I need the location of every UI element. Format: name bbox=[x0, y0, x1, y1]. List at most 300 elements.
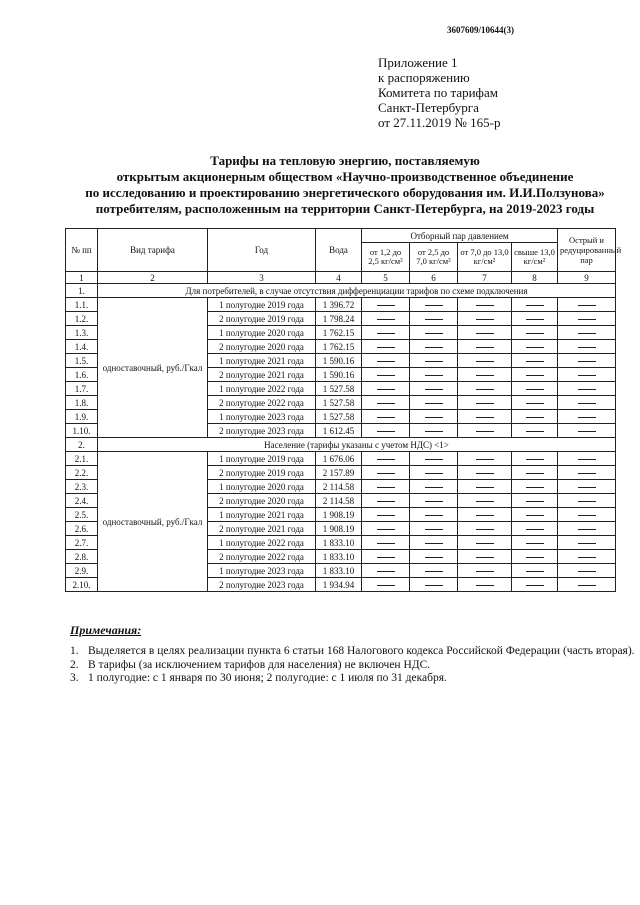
empty-dash-cell bbox=[362, 340, 410, 354]
row-number: 1.9. bbox=[66, 410, 98, 424]
header-steam-1: от 1,2 до 2,5 кг/см² bbox=[362, 243, 410, 272]
empty-dash-cell bbox=[362, 550, 410, 564]
dash-mark bbox=[377, 417, 395, 418]
dash-mark bbox=[526, 347, 544, 348]
dash-mark bbox=[377, 375, 395, 376]
empty-dash-cell bbox=[512, 564, 558, 578]
column-number: 8 bbox=[512, 272, 558, 284]
section-label: Для потребителей, в случае отсутствия дифференциации тарифов по схеме подключения bbox=[98, 284, 616, 298]
dash-mark bbox=[377, 431, 395, 432]
empty-dash-cell bbox=[458, 536, 512, 550]
column-number: 4 bbox=[316, 272, 362, 284]
dash-mark bbox=[526, 389, 544, 390]
dash-mark bbox=[476, 571, 494, 572]
empty-dash-cell bbox=[362, 494, 410, 508]
note-item bbox=[70, 659, 635, 673]
header-num: № пп bbox=[66, 229, 98, 272]
dash-mark bbox=[526, 543, 544, 544]
note-item bbox=[70, 672, 635, 686]
dash-mark bbox=[476, 501, 494, 502]
water-tariff-cell: 1 762.15 bbox=[316, 326, 362, 340]
water-tariff-cell: 1 590.16 bbox=[316, 368, 362, 382]
empty-dash-cell bbox=[362, 522, 410, 536]
dash-mark bbox=[526, 319, 544, 320]
column-number: 7 bbox=[458, 272, 512, 284]
empty-dash-cell bbox=[458, 354, 512, 368]
dash-mark bbox=[526, 529, 544, 530]
empty-dash-cell bbox=[410, 578, 458, 592]
empty-dash-cell bbox=[362, 466, 410, 480]
water-tariff-cell: 2 114.58 bbox=[316, 494, 362, 508]
note-text: Выделяется в целях реализации пункта 6 статьи 168 Налогового кодекса Российской Федерации (часть вторая). bbox=[88, 645, 635, 657]
appendix-line: Приложение 1 bbox=[378, 55, 458, 70]
empty-dash-cell bbox=[558, 340, 616, 354]
dash-mark bbox=[578, 347, 596, 348]
empty-dash-cell bbox=[362, 312, 410, 326]
document-number: 3607609/10644(3) bbox=[447, 25, 514, 35]
row-number: 1.1. bbox=[66, 298, 98, 312]
empty-dash-cell bbox=[558, 508, 616, 522]
dash-mark bbox=[476, 585, 494, 586]
dash-mark bbox=[425, 543, 443, 544]
empty-dash-cell bbox=[512, 466, 558, 480]
row-number: 1.8. bbox=[66, 396, 98, 410]
empty-dash-cell bbox=[558, 326, 616, 340]
empty-dash-cell bbox=[410, 340, 458, 354]
column-number: 5 bbox=[362, 272, 410, 284]
dash-mark bbox=[476, 305, 494, 306]
empty-dash-cell bbox=[512, 508, 558, 522]
dash-mark bbox=[377, 459, 395, 460]
empty-dash-cell bbox=[458, 508, 512, 522]
empty-dash-cell bbox=[362, 564, 410, 578]
dash-mark bbox=[377, 347, 395, 348]
row-number: 2.10. bbox=[66, 578, 98, 592]
empty-dash-cell bbox=[512, 354, 558, 368]
water-tariff-cell: 2 114.58 bbox=[316, 480, 362, 494]
period-cell: 1 полугодие 2023 года bbox=[208, 410, 316, 424]
water-tariff-cell: 1 676.06 bbox=[316, 452, 362, 466]
empty-dash-cell bbox=[512, 312, 558, 326]
empty-dash-cell bbox=[558, 578, 616, 592]
dash-mark bbox=[425, 403, 443, 404]
empty-dash-cell bbox=[558, 522, 616, 536]
dash-mark bbox=[476, 543, 494, 544]
dash-mark bbox=[578, 333, 596, 334]
period-cell: 1 полугодие 2023 года bbox=[208, 564, 316, 578]
row-number: 1.7. bbox=[66, 382, 98, 396]
water-tariff-cell: 1 934.94 bbox=[316, 578, 362, 592]
notes-title: Примечания: bbox=[70, 623, 142, 637]
dash-mark bbox=[425, 529, 443, 530]
column-number: 6 bbox=[410, 272, 458, 284]
empty-dash-cell bbox=[410, 396, 458, 410]
empty-dash-cell bbox=[458, 564, 512, 578]
note-text: 1 полугодие: с 1 января по 30 июня; 2 полугодие: с 1 июля по 31 декабря. bbox=[88, 672, 447, 684]
section-row bbox=[66, 284, 616, 298]
dash-mark bbox=[476, 459, 494, 460]
empty-dash-cell bbox=[558, 298, 616, 312]
dash-mark bbox=[377, 501, 395, 502]
dash-mark bbox=[377, 585, 395, 586]
period-cell: 2 полугодие 2022 года bbox=[208, 396, 316, 410]
empty-dash-cell bbox=[558, 536, 616, 550]
dash-mark bbox=[476, 361, 494, 362]
dash-mark bbox=[425, 333, 443, 334]
section-label: Население (тарифы указаны с учетом НДС) <1> bbox=[98, 438, 616, 452]
dash-mark bbox=[526, 403, 544, 404]
empty-dash-cell bbox=[458, 452, 512, 466]
note-text: В тарифы (за исключением тарифов для населения) не включен НДС. bbox=[88, 658, 431, 671]
period-cell: 2 полугодие 2023 года bbox=[208, 578, 316, 592]
dash-mark bbox=[526, 501, 544, 502]
header-tariff-type: Вид тарифа bbox=[98, 229, 208, 272]
dash-mark bbox=[377, 305, 395, 306]
empty-dash-cell bbox=[362, 480, 410, 494]
period-cell: 2 полугодие 2022 года bbox=[208, 550, 316, 564]
dash-mark bbox=[526, 431, 544, 432]
empty-dash-cell bbox=[558, 382, 616, 396]
column-number: 3 bbox=[208, 272, 316, 284]
note-number: 3. bbox=[70, 672, 79, 684]
empty-dash-cell bbox=[512, 522, 558, 536]
empty-dash-cell bbox=[458, 578, 512, 592]
empty-dash-cell bbox=[558, 312, 616, 326]
period-cell: 1 полугодие 2019 года bbox=[208, 298, 316, 312]
row-number: 2.7. bbox=[66, 536, 98, 550]
water-tariff-cell: 1 527.58 bbox=[316, 396, 362, 410]
appendix-line: к распоряжению bbox=[378, 70, 470, 85]
empty-dash-cell bbox=[362, 326, 410, 340]
dash-mark bbox=[425, 305, 443, 306]
dash-mark bbox=[578, 459, 596, 460]
dash-mark bbox=[377, 403, 395, 404]
dash-mark bbox=[377, 473, 395, 474]
dash-mark bbox=[425, 375, 443, 376]
empty-dash-cell bbox=[362, 578, 410, 592]
dash-mark bbox=[526, 473, 544, 474]
row-number: 1.10. bbox=[66, 424, 98, 438]
water-tariff-cell: 1 798.24 bbox=[316, 312, 362, 326]
row-number: 2.3. bbox=[66, 480, 98, 494]
empty-dash-cell bbox=[410, 312, 458, 326]
empty-dash-cell bbox=[458, 326, 512, 340]
dash-mark bbox=[578, 417, 596, 418]
dash-mark bbox=[476, 529, 494, 530]
row-number: 1.4. bbox=[66, 340, 98, 354]
period-cell: 1 полугодие 2020 года bbox=[208, 480, 316, 494]
empty-dash-cell bbox=[458, 382, 512, 396]
empty-dash-cell bbox=[512, 326, 558, 340]
period-cell: 2 полугодие 2019 года bbox=[208, 466, 316, 480]
column-number: 1 bbox=[66, 272, 98, 284]
empty-dash-cell bbox=[558, 564, 616, 578]
empty-dash-cell bbox=[362, 298, 410, 312]
empty-dash-cell bbox=[410, 298, 458, 312]
row-number: 1.5. bbox=[66, 354, 98, 368]
empty-dash-cell bbox=[512, 480, 558, 494]
empty-dash-cell bbox=[410, 564, 458, 578]
empty-dash-cell bbox=[410, 368, 458, 382]
empty-dash-cell bbox=[458, 396, 512, 410]
dash-mark bbox=[377, 529, 395, 530]
empty-dash-cell bbox=[410, 326, 458, 340]
dash-mark bbox=[526, 333, 544, 334]
column-numbers-row bbox=[66, 272, 616, 284]
empty-dash-cell bbox=[558, 480, 616, 494]
title-line: открытым акционерным обществом «Научно-производственное объединение bbox=[116, 169, 574, 184]
empty-dash-cell bbox=[512, 550, 558, 564]
water-tariff-cell: 1 833.10 bbox=[316, 564, 362, 578]
dash-mark bbox=[377, 333, 395, 334]
note-item bbox=[70, 645, 635, 659]
row-number: 1.2. bbox=[66, 312, 98, 326]
period-cell: 2 полугодие 2021 года bbox=[208, 522, 316, 536]
period-cell: 2 полугодие 2023 года bbox=[208, 424, 316, 438]
empty-dash-cell bbox=[512, 298, 558, 312]
empty-dash-cell bbox=[512, 396, 558, 410]
dash-mark bbox=[425, 431, 443, 432]
dash-mark bbox=[526, 515, 544, 516]
row-number: 2.8. bbox=[66, 550, 98, 564]
row-number: 2.6. bbox=[66, 522, 98, 536]
empty-dash-cell bbox=[558, 494, 616, 508]
dash-mark bbox=[476, 319, 494, 320]
empty-dash-cell bbox=[362, 452, 410, 466]
empty-dash-cell bbox=[512, 578, 558, 592]
empty-dash-cell bbox=[410, 550, 458, 564]
row-number: 2.2. bbox=[66, 466, 98, 480]
header-steam-4: свыше 13,0 кг/см² bbox=[512, 243, 558, 272]
empty-dash-cell bbox=[458, 410, 512, 424]
dash-mark bbox=[578, 361, 596, 362]
empty-dash-cell bbox=[410, 466, 458, 480]
empty-dash-cell bbox=[458, 298, 512, 312]
dash-mark bbox=[425, 571, 443, 572]
dash-mark bbox=[377, 361, 395, 362]
empty-dash-cell bbox=[362, 536, 410, 550]
table-row bbox=[66, 298, 616, 312]
dash-mark bbox=[578, 571, 596, 572]
empty-dash-cell bbox=[512, 494, 558, 508]
header-steam: Отборный пар давлением bbox=[362, 229, 558, 243]
dash-mark bbox=[526, 571, 544, 572]
empty-dash-cell bbox=[558, 424, 616, 438]
dash-mark bbox=[476, 431, 494, 432]
empty-dash-cell bbox=[458, 368, 512, 382]
empty-dash-cell bbox=[512, 536, 558, 550]
dash-mark bbox=[476, 515, 494, 516]
empty-dash-cell bbox=[410, 536, 458, 550]
section-number: 1. bbox=[66, 284, 98, 298]
dash-mark bbox=[526, 487, 544, 488]
empty-dash-cell bbox=[362, 368, 410, 382]
empty-dash-cell bbox=[512, 382, 558, 396]
dash-mark bbox=[476, 403, 494, 404]
empty-dash-cell bbox=[558, 550, 616, 564]
empty-dash-cell bbox=[410, 508, 458, 522]
empty-dash-cell bbox=[558, 452, 616, 466]
row-number: 2.4. bbox=[66, 494, 98, 508]
dash-mark bbox=[578, 319, 596, 320]
water-tariff-cell: 1 908.19 bbox=[316, 522, 362, 536]
period-cell: 2 полугодие 2020 года bbox=[208, 340, 316, 354]
empty-dash-cell bbox=[410, 424, 458, 438]
title-line: потребителям, расположенным на территории Санкт-Петербурга, на 2019-2023 годы bbox=[95, 201, 595, 216]
dash-mark bbox=[578, 529, 596, 530]
water-tariff-cell: 1 396.72 bbox=[316, 298, 362, 312]
dash-mark bbox=[425, 557, 443, 558]
period-cell: 1 полугодие 2021 года bbox=[208, 354, 316, 368]
column-number: 2 bbox=[98, 272, 208, 284]
empty-dash-cell bbox=[362, 508, 410, 522]
notes-list bbox=[70, 645, 635, 686]
dash-mark bbox=[526, 557, 544, 558]
note-number: 1. bbox=[70, 645, 79, 657]
empty-dash-cell bbox=[458, 480, 512, 494]
row-number: 1.3. bbox=[66, 326, 98, 340]
period-cell: 1 полугодие 2020 года bbox=[208, 326, 316, 340]
dash-mark bbox=[526, 585, 544, 586]
empty-dash-cell bbox=[362, 382, 410, 396]
water-tariff-cell: 1 762.15 bbox=[316, 340, 362, 354]
empty-dash-cell bbox=[512, 340, 558, 354]
period-cell: 2 полугодие 2019 года bbox=[208, 312, 316, 326]
column-number: 9 bbox=[558, 272, 616, 284]
empty-dash-cell bbox=[362, 354, 410, 368]
dash-mark bbox=[578, 557, 596, 558]
dash-mark bbox=[476, 347, 494, 348]
dash-mark bbox=[578, 403, 596, 404]
dash-mark bbox=[578, 585, 596, 586]
dash-mark bbox=[425, 389, 443, 390]
empty-dash-cell bbox=[410, 480, 458, 494]
empty-dash-cell bbox=[458, 466, 512, 480]
dash-mark bbox=[526, 305, 544, 306]
water-tariff-cell: 1 833.10 bbox=[316, 550, 362, 564]
empty-dash-cell bbox=[410, 452, 458, 466]
period-cell: 1 полугодие 2019 года bbox=[208, 452, 316, 466]
dash-mark bbox=[476, 473, 494, 474]
dash-mark bbox=[476, 557, 494, 558]
empty-dash-cell bbox=[512, 368, 558, 382]
period-cell: 2 полугодие 2020 года bbox=[208, 494, 316, 508]
header-year: Год bbox=[208, 229, 316, 272]
dash-mark bbox=[377, 571, 395, 572]
dash-mark bbox=[526, 361, 544, 362]
empty-dash-cell bbox=[512, 410, 558, 424]
water-tariff-cell: 1 527.58 bbox=[316, 382, 362, 396]
dash-mark bbox=[578, 543, 596, 544]
period-cell: 1 полугодие 2022 года bbox=[208, 536, 316, 550]
dash-mark bbox=[425, 487, 443, 488]
header-steam-3: от 7,0 до 13,0 кг/см² bbox=[458, 243, 512, 272]
dash-mark bbox=[425, 473, 443, 474]
empty-dash-cell bbox=[458, 522, 512, 536]
dash-mark bbox=[476, 487, 494, 488]
dash-mark bbox=[425, 319, 443, 320]
empty-dash-cell bbox=[512, 424, 558, 438]
empty-dash-cell bbox=[410, 494, 458, 508]
dash-mark bbox=[578, 473, 596, 474]
document-title bbox=[60, 153, 630, 217]
empty-dash-cell bbox=[558, 368, 616, 382]
tariff-type-cell: одноставочный, руб./Гкал bbox=[98, 452, 208, 592]
dash-mark bbox=[578, 501, 596, 502]
dash-mark bbox=[377, 557, 395, 558]
empty-dash-cell bbox=[458, 312, 512, 326]
water-tariff-cell: 1 527.58 bbox=[316, 410, 362, 424]
dash-mark bbox=[476, 389, 494, 390]
tariff-table bbox=[65, 228, 622, 592]
dash-mark bbox=[377, 389, 395, 390]
dash-mark bbox=[578, 487, 596, 488]
dash-mark bbox=[476, 417, 494, 418]
empty-dash-cell bbox=[558, 466, 616, 480]
period-cell: 1 полугодие 2022 года bbox=[208, 382, 316, 396]
dash-mark bbox=[425, 585, 443, 586]
dash-mark bbox=[377, 319, 395, 320]
empty-dash-cell bbox=[362, 396, 410, 410]
dash-mark bbox=[425, 361, 443, 362]
appendix-line: от 27.11.2019 № 165-р bbox=[378, 115, 501, 130]
empty-dash-cell bbox=[458, 340, 512, 354]
header-sharp-steam: Острый и редуцированный пар bbox=[558, 229, 616, 272]
appendix-line: Комитета по тарифам bbox=[378, 85, 498, 100]
water-tariff-cell: 1 612.45 bbox=[316, 424, 362, 438]
dash-mark bbox=[377, 515, 395, 516]
empty-dash-cell bbox=[410, 354, 458, 368]
dash-mark bbox=[425, 501, 443, 502]
header-water: Вода bbox=[316, 229, 362, 272]
empty-dash-cell bbox=[458, 424, 512, 438]
row-number: 2.5. bbox=[66, 508, 98, 522]
period-cell: 1 полугодие 2021 года bbox=[208, 508, 316, 522]
title-line: Тарифы на тепловую энергию, поставляемую bbox=[210, 153, 480, 168]
empty-dash-cell bbox=[458, 494, 512, 508]
dash-mark bbox=[526, 459, 544, 460]
row-number: 1.6. bbox=[66, 368, 98, 382]
empty-dash-cell bbox=[410, 410, 458, 424]
dash-mark bbox=[578, 389, 596, 390]
dash-mark bbox=[578, 431, 596, 432]
empty-dash-cell bbox=[458, 550, 512, 564]
water-tariff-cell: 1 833.10 bbox=[316, 536, 362, 550]
dash-mark bbox=[425, 347, 443, 348]
dash-mark bbox=[476, 333, 494, 334]
dash-mark bbox=[425, 417, 443, 418]
appendix-block bbox=[378, 55, 501, 130]
tariff-type-cell: одноставочный, руб./Гкал bbox=[98, 298, 208, 438]
empty-dash-cell bbox=[558, 396, 616, 410]
water-tariff-cell: 1 908.19 bbox=[316, 508, 362, 522]
row-number: 2.1. bbox=[66, 452, 98, 466]
empty-dash-cell bbox=[362, 410, 410, 424]
section-number: 2. bbox=[66, 438, 98, 452]
empty-dash-cell bbox=[558, 354, 616, 368]
period-cell: 2 полугодие 2021 года bbox=[208, 368, 316, 382]
dash-mark bbox=[377, 487, 395, 488]
empty-dash-cell bbox=[410, 382, 458, 396]
title-line: по исследованию и проектированию энергетического оборудования им. И.И.Ползунова» bbox=[85, 185, 605, 200]
water-tariff-cell: 2 157.89 bbox=[316, 466, 362, 480]
dash-mark bbox=[526, 417, 544, 418]
dash-mark bbox=[476, 375, 494, 376]
appendix-line: Санкт-Петербурга bbox=[378, 100, 479, 115]
empty-dash-cell bbox=[362, 424, 410, 438]
dash-mark bbox=[425, 459, 443, 460]
dash-mark bbox=[425, 515, 443, 516]
